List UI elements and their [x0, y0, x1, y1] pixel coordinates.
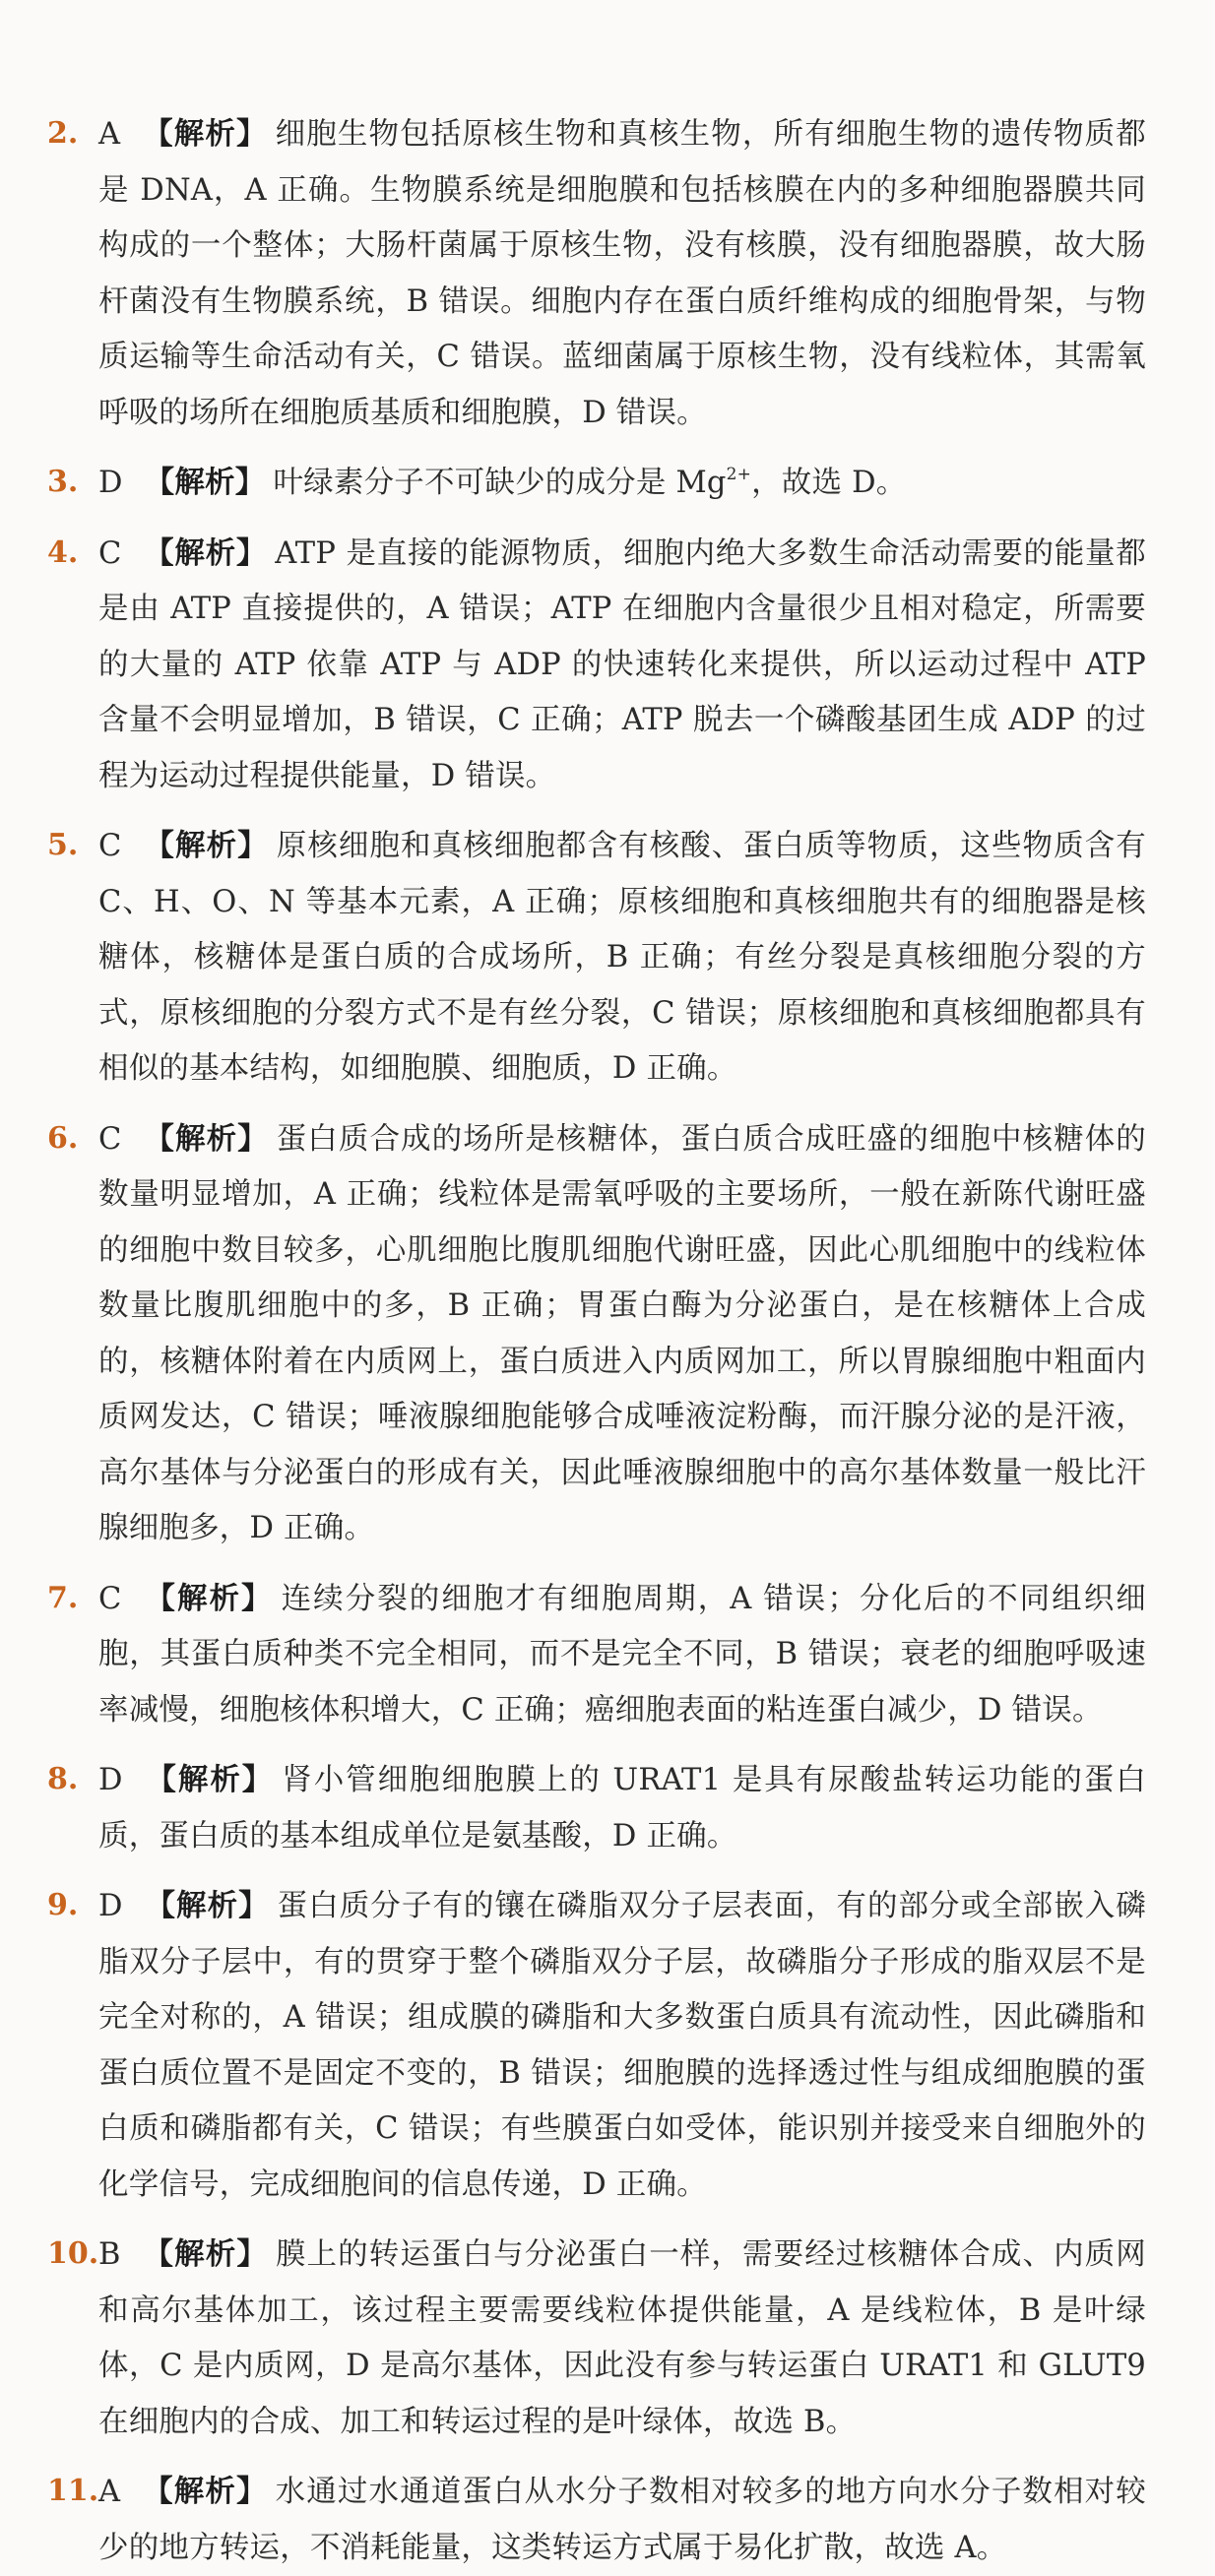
answer-item-10: [47, 2227, 1146, 2450]
answer-choice: A: [98, 117, 121, 152]
analysis-text: ATP 是直接的能源物质，细胞内绝大多数生命活动需要的能量都是由 ATP 直接提供的，A 错误；ATP 在细胞内含量很少且相对稳定，所需要的大量的 ATP 依靠 ATP 与 ADP 的快速转化来提供，所以运动过程中 ATP 含量不会明显增加，B 错误，C 正确；ATP 脱去一个磷酸基团生成 ADP 的过程为运动过程提供能量，D 错误。: [98, 535, 1146, 793]
analysis-tag: 【解析】: [144, 1762, 275, 1797]
analysis-tag: 【解析】: [142, 2236, 268, 2272]
answer-body: [98, 818, 1146, 1098]
answer-choice: B: [98, 2237, 121, 2272]
question-number: 10.: [47, 2236, 99, 2271]
question-number: 8.: [47, 1762, 79, 1796]
answer-choice: C: [98, 829, 122, 863]
answer-item-8: [47, 1752, 1146, 1864]
answer-item-11: [47, 2464, 1146, 2576]
analysis-text-end: ，故选 D。: [751, 466, 907, 500]
answer-item-5: [47, 818, 1146, 1098]
answer-item-6: [47, 1111, 1146, 1557]
answer-item-9: [47, 1878, 1146, 2213]
question-number: 4.: [47, 534, 79, 570]
answer-choice: C: [98, 1121, 122, 1157]
analysis-tag: 【解析】: [143, 828, 269, 863]
analysis-text: 原核细胞和真核细胞都含有核酸、蛋白质等物质，这些物质含有 C、H、O、N 等基本元素，A 正确；原核细胞和真核细胞共有的细胞器是核糖体，核糖体是蛋白质的合成场所，B 正确；有丝分裂是真核细胞分裂的方式，原核细胞的分裂方式不是有丝分裂，C 错误；原核细胞和真核细胞都具有相似的基本结构，如细胞膜、细胞质，D 正确。: [98, 829, 1146, 1086]
analysis-tag: 【解析】: [142, 116, 268, 152]
answer-choice: D: [98, 1889, 123, 1923]
answer-choice: C: [98, 1581, 122, 1616]
analysis-text: 叶绿素分子不可缺少的成分是 Mg: [273, 466, 727, 500]
answer-choice: C: [98, 535, 122, 571]
analysis-tag: 【解析】: [143, 1580, 274, 1616]
answer-body: [98, 1111, 1146, 1557]
analysis-tag: 【解析】: [144, 1888, 270, 1923]
answer-body: [98, 455, 1146, 512]
answer-body: [98, 1752, 1146, 1864]
answer-item-2: [47, 106, 1146, 441]
analysis-text: 细胞生物包括原核生物和真核生物，所有细胞生物的遗传物质都是 DNA，A 正确。生物膜系统是细胞膜和包括核膜在内的多种细胞器膜共同构成的一个整体；大肠杆菌属于原核生物，没有核膜，没有细胞器膜，故大肠杆菌没有生物膜系统，B 错误。细胞内存在蛋白质纤维构成的细胞骨架，与物质运输等生命活动有关，C 错误。蓝细菌属于原核生物，没有线粒体，其需氧呼吸的场所在细胞质基质和细胞膜，D 错误。: [98, 117, 1146, 430]
analysis-tag: 【解析】: [143, 1120, 269, 1157]
answer-item-4: [47, 526, 1146, 805]
analysis-text: 水通过水通道蛋白从水分子数相对较多的地方向水分子数相对较少的地方转运，不消耗能量，这类转运方式属于易化扩散，故选 A。: [98, 2475, 1146, 2565]
analysis-text: 蛋白质分子有的镶在磷脂双分子层表面，有的部分或全部嵌入磷脂双分子层中，有的贯穿于整个磷脂双分子层，故磷脂分子形成的脂双层不是完全对称的，A 错误；组成膜的磷脂和大多数蛋白质具有流动性，因此磷脂和蛋白质位置不是固定不变的，B 错误；细胞膜的选择透过性与组成细胞膜的蛋白质和磷脂都有关，C 错误；有些膜蛋白如受体，能识别并接受来自细胞外的化学信号，完成细胞间的信息传递，D 正确。: [98, 1889, 1146, 2202]
answer-body: [98, 2227, 1146, 2450]
question-number: 2.: [47, 116, 79, 151]
analysis-text: 膜上的转运蛋白与分泌蛋白一样，需要经过核糖体合成、内质网和高尔基体加工，该过程主要需要线粒体提供能量，A 是线粒体，B 是叶绿体，C 是内质网，D 是高尔基体，因此没有参与转运蛋白 URAT1 和 GLUT9 在细胞内的合成、加工和转运过程的是叶绿体，故选 B。: [98, 2237, 1146, 2439]
answer-body: [98, 1878, 1146, 2213]
question-number: 6.: [47, 1120, 79, 1156]
answer-choice: D: [98, 1763, 123, 1797]
analysis-text: 蛋白质合成的场所是核糖体，蛋白质合成旺盛的细胞中核糖体的数量明显增加，A 正确；线粒体是需氧呼吸的主要场所，一般在新陈代谢旺盛的细胞中数目较多，心肌细胞比腹肌细胞代谢旺盛，因此心肌细胞中的线粒体数量比腹肌细胞中的多，B 正确；胃蛋白酶为分泌蛋白，是在核糖体上合成的，核糖体附着在内质网上，蛋白质进入内质网加工，所以胃腺细胞中粗面内质网发达，C 错误；唾液腺细胞能够合成唾液淀粉酶，而汗腺分泌的是汗液，高尔基体与分泌蛋白的形成有关，因此唾液腺细胞中的高尔基体数量一般比汗腺细胞多，D 正确。: [98, 1121, 1146, 1545]
answer-choice: A: [98, 2475, 121, 2509]
question-number: 3.: [47, 465, 79, 499]
answer-body: [98, 1571, 1146, 1739]
question-number: 5.: [47, 828, 79, 862]
answer-item-3: [47, 455, 1146, 512]
question-number: 9.: [47, 1888, 79, 1922]
analysis-tag: 【解析】: [143, 534, 268, 571]
analysis-text: 连续分裂的细胞才有细胞周期，A 错误；分化后的不同组织细胞，其蛋白质种类不完全相同，而不是完全不同，B 错误；衰老的细胞呼吸速率减慢，细胞核体积增大，C 正确；癌细胞表面的粘连蛋白减少，D 错误。: [98, 1581, 1146, 1728]
answer-item-7: [47, 1571, 1146, 1739]
question-number: 11.: [47, 2474, 99, 2508]
analysis-text: 肾小管细胞细胞膜上的 URAT1 是具有尿酸盐转运功能的蛋白质，蛋白质的基本组成单位是氨基酸，D 正确。: [98, 1763, 1146, 1853]
answer-choice: D: [98, 466, 123, 500]
analysis-tag: 【解析】: [142, 2474, 268, 2509]
analysis-tag: 【解析】: [144, 465, 266, 500]
answer-body: [98, 526, 1146, 805]
superscript-charge: 2+: [726, 465, 752, 484]
answer-body: [98, 106, 1146, 441]
question-number: 7.: [47, 1580, 79, 1615]
answer-body: [98, 2464, 1146, 2576]
